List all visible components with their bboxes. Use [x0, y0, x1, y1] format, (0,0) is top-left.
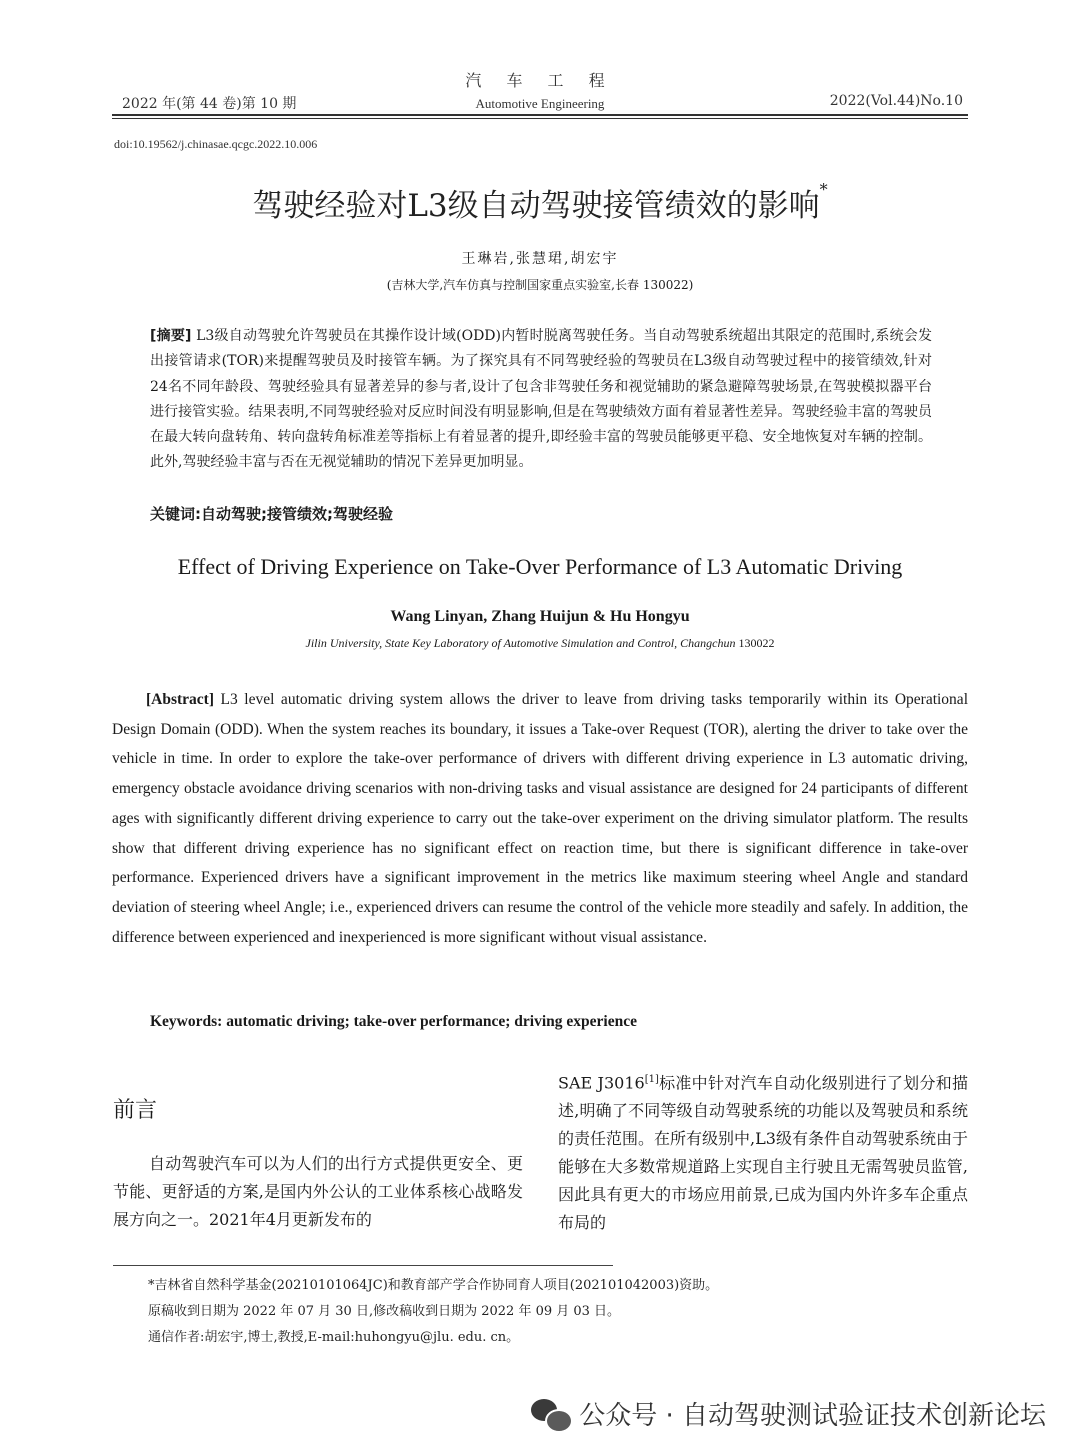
authors-en: Wang Linyan, Zhang Huijun & Hu Hongyu	[390, 608, 690, 625]
doi[interactable]: doi:10.19562/j.chinasae.qcgc.2022.10.006	[114, 137, 318, 151]
title-text: 驾驶经验对L3级自动驾驶接管绩效的影响	[252, 188, 820, 224]
header-rule-thin	[112, 118, 968, 119]
authors-cn: 王琳岩,张慧珺,胡宏宇	[461, 251, 619, 267]
abstract-cn	[150, 324, 932, 476]
abstract-en	[112, 685, 968, 952]
paper-title-cn	[0, 180, 1080, 225]
citation-ref[interactable]: [1]	[644, 1074, 659, 1085]
affiliation-en	[0, 636, 1080, 651]
section-title-introduction: 前言	[113, 1098, 158, 1123]
footnote-funding: *吉林省自然科学基金(20210101064JC)和教育部产学合作协同育人项目(202101042003)资助。	[148, 1278, 719, 1293]
footnote-received-date: 原稿收到日期为 2022 年 07 月 30 日,修改稿收到日期为 2022 年 09 月 03 日。	[148, 1304, 621, 1319]
footnote-rule	[113, 1265, 613, 1266]
footnote-corresponding-author: 通信作者:胡宏宇,博士,教授,E-mail:huhongyu@jlu. edu. cn。	[148, 1330, 520, 1345]
body-column-left: 自动驾驶汽车可以为人们的出行方式提供更安全、更节能、更舒适的方案,是国内外公认的工业体系核心战略发展方向之一。2021年4月更新发布的	[113, 1154, 523, 1229]
wechat-watermark	[531, 1395, 1046, 1432]
header-rule	[112, 114, 968, 116]
issue-info-en: 2022(Vol.44)No.10	[829, 93, 963, 109]
watermark-text: 公众号 · 自动驾驶测试验证技术创新论坛	[579, 1401, 1046, 1431]
title-footnote-mark: *	[819, 180, 828, 199]
body-right-text: 标准中针对汽车自动化级别进行了划分和描述,明确了不同等级自动驾驶系统的功能以及驾驶员和系统的责任范围。在所有级别中,L3级有条件自动驾驶系统由于能够在大多数常规道路上实现自主行驶且无需驾驶员监管,因此具有更大的市场应用前景,已成为国内外许多车企重点布局的	[558, 1073, 968, 1233]
affiliation-cn: (吉林大学,汽车仿真与控制国家重点实验室,长春 130022)	[386, 278, 694, 292]
body-right-start: SAE J3016	[558, 1073, 645, 1093]
journal-name-cn: 汽 车 工 程	[465, 71, 615, 90]
keywords-en: Keywords: automatic driving; take-over performance; driving experience	[150, 1013, 637, 1030]
wechat-icon	[531, 1397, 571, 1431]
abstract-en-label: [Abstract]	[146, 691, 215, 708]
affiliation-en-code: 130022	[738, 636, 775, 650]
body-column-right	[558, 1066, 968, 1237]
abstract-cn-text: L3级自动驾驶允许驾驶员在其操作设计域(ODD)内暂时脱离驾驶任务。当自动驾驶系统超出其限定的范围时,系统会发出接管请求(TOR)来提醒驾驶员及时接管车辆。为了探究具有不同驾驶经验的驾驶员在L3级自动驾驶过程中的接管绩效,针对24名不同年龄段、驾驶经验具有显著差异的参与者,设计了包含非驾驶任务和视觉辅助的紧急避障驾驶场景,在驾驶模拟器平台进行接管实验。结果表明,不同驾驶经验对反应时间没有明显影响,但是在驾驶绩效方面有着显著性差异。驾驶经验丰富的驾驶员在最大转向盘转角、转向盘转角标准差等指标上有着显著的提升,即经验丰富的驾驶员能够更平稳、安全地恢复对车辆的控制。此外,驾驶经验丰富与否在无视觉辅助的情况下差异更加明显。	[150, 328, 932, 471]
abstract-cn-label: [摘要]	[150, 328, 192, 344]
paper-title-en: Effect of Driving Experience on Take-Over Performance of L3 Automatic Driving	[177, 554, 903, 579]
keywords-cn: 关键词:自动驾驶;接管绩效;驾驶经验	[150, 505, 393, 523]
abstract-en-text: L3 level automatic driving system allows the driver to leave from driving tasks temporarily within its Operational Design Domain (ODD). When the system reaches its boundary, it issues a Take-over Request (TOR), alerting the driver to take over the vehicle in time. In order to explore the take-over performance of drivers with different driving experience in L3 automatic driving, emergency obstacle avoidance driving scenarios with non-driving tasks and visual assistance are designed for 24 participants of different ages with significantly different driving experience to carry out the take-over experiment on the driving simulator platform. The results show that different driving experience has no significant effect on reaction time, but there is significant difference in take-over performance. Experienced drivers have a significant improvement in the metrics like maximum steering wheel Angle and standard deviation of steering wheel Angle; i.e., experienced drivers can resume the control of the vehicle more steadily and safely. In addition, the difference between experienced and inexperienced is more significant without visual assistance.	[112, 691, 968, 946]
affiliation-en-name: Jilin University, State Key Laboratory of Automotive Simulation and Control, Changchun	[305, 636, 736, 650]
issue-info-cn: 2022 年(第 44 卷)第 10 期	[122, 96, 297, 112]
journal-name-en: Automotive Engineering	[475, 96, 605, 111]
